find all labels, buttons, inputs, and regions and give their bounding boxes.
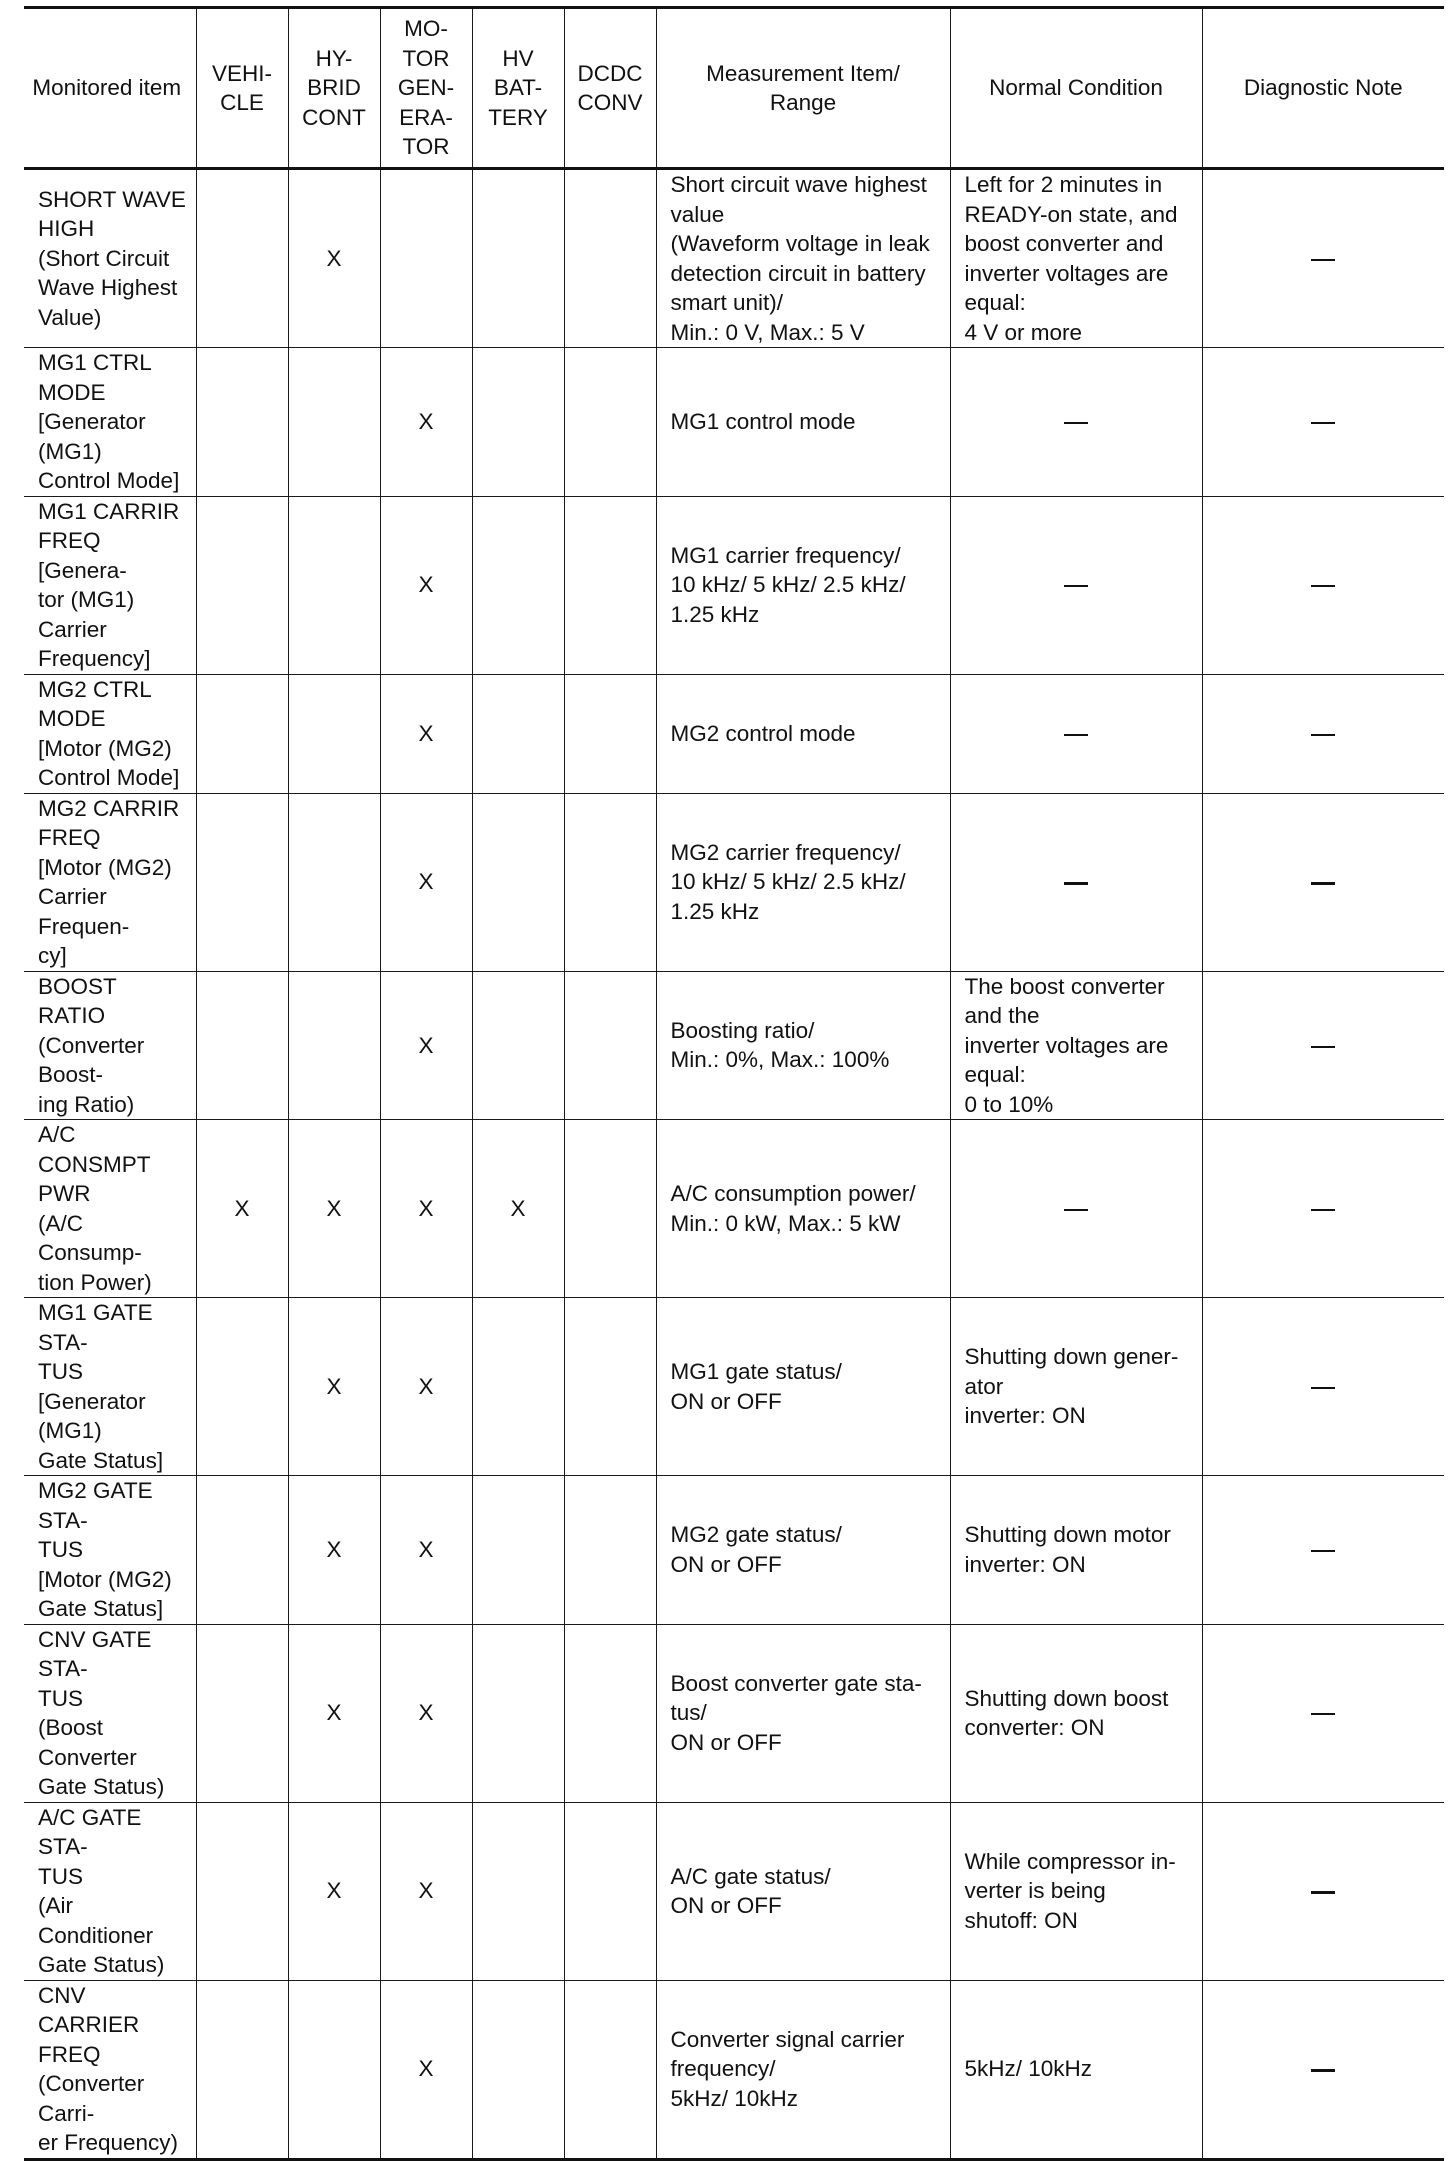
- dash-mark: [1311, 882, 1335, 885]
- hv-battery-cell: [472, 674, 564, 793]
- hybrid-cont-cell: X: [288, 1476, 380, 1625]
- vehicle-cell: [196, 1624, 288, 1802]
- normal-condition-cell: The boost converter and the inverter voltages are equal: 0 to 10%: [950, 971, 1202, 1120]
- dcdc-conv-cell: [564, 674, 656, 793]
- dcdc-conv-cell: [564, 1980, 656, 2159]
- measurement-cell: Boost converter gate sta- tus/ ON or OFF: [656, 1624, 950, 1802]
- motor-generator-cell: [380, 169, 472, 348]
- hybrid-cont-cell: [288, 793, 380, 971]
- dash-mark: [1311, 1046, 1335, 1048]
- measurement-cell: Converter signal carrier frequency/ 5kHz/ 10kHz: [656, 1980, 950, 2159]
- hybrid-cont-cell: X: [288, 1298, 380, 1476]
- measurement-cell: MG1 control mode: [656, 348, 950, 497]
- dcdc-conv-cell: [564, 1476, 656, 1625]
- hybrid-cont-cell: [288, 348, 380, 497]
- dash-mark: [1311, 585, 1335, 587]
- table-row: [24, 971, 1444, 1120]
- hv-battery-cell: [472, 1624, 564, 1802]
- hv-battery-cell: X: [472, 1120, 564, 1298]
- dash-mark: [1064, 882, 1088, 885]
- dcdc-conv-cell: [564, 169, 656, 348]
- monitored-item-cell: MG2 GATE STA- TUS [Motor (MG2) Gate Status]: [24, 1476, 196, 1625]
- table-row: [24, 1298, 1444, 1476]
- motor-generator-cell: X: [380, 971, 472, 1120]
- header-vehicle: VEHI- CLE: [196, 8, 288, 169]
- table-row: [24, 1624, 1444, 1802]
- measurement-cell: MG2 gate status/ ON or OFF: [656, 1476, 950, 1625]
- table-row: [24, 1980, 1444, 2159]
- hv-battery-cell: [472, 1980, 564, 2159]
- vehicle-cell: X: [196, 1120, 288, 1298]
- header-row: [24, 8, 1444, 169]
- header-normal-condition: Normal Condition: [950, 8, 1202, 169]
- vehicle-cell: [196, 793, 288, 971]
- header-hybrid-cont: HY- BRID CONT: [288, 8, 380, 169]
- table-row: [24, 348, 1444, 497]
- monitored-item-cell: A/C CONSMPT PWR (A/C Consump- tion Power): [24, 1120, 196, 1298]
- hv-battery-cell: [472, 1476, 564, 1625]
- dash-mark: [1311, 734, 1335, 736]
- hybrid-cont-cell: X: [288, 1120, 380, 1298]
- diagnostic-note-cell: [1202, 793, 1444, 971]
- normal-condition-cell: While compressor in- verter is being shutoff: ON: [950, 1802, 1202, 1980]
- normal-condition-cell: [950, 793, 1202, 971]
- hybrid-cont-cell: X: [288, 1802, 380, 1980]
- table-row: [24, 496, 1444, 674]
- table-row: [24, 169, 1444, 348]
- hv-battery-cell: [472, 1802, 564, 1980]
- dcdc-conv-cell: [564, 1298, 656, 1476]
- vehicle-cell: [196, 1476, 288, 1625]
- measurement-cell: MG2 carrier frequency/ 10 kHz/ 5 kHz/ 2.5 kHz/ 1.25 kHz: [656, 793, 950, 971]
- dcdc-conv-cell: [564, 496, 656, 674]
- dash-mark: [1311, 2069, 1335, 2072]
- monitored-item-cell: MG1 CARRIR FREQ [Genera- tor (MG1) Carrier Frequency]: [24, 496, 196, 674]
- vehicle-cell: [196, 496, 288, 674]
- dash-mark: [1064, 1209, 1088, 1211]
- table-row: [24, 1802, 1444, 1980]
- hv-battery-cell: [472, 348, 564, 497]
- dcdc-conv-cell: [564, 348, 656, 497]
- normal-condition-cell: [950, 348, 1202, 497]
- diagnostic-note-cell: [1202, 1298, 1444, 1476]
- normal-condition-cell: Shutting down motor inverter: ON: [950, 1476, 1202, 1625]
- table-body: [24, 169, 1444, 2160]
- normal-condition-cell: Shutting down gener- ator inverter: ON: [950, 1298, 1202, 1476]
- measurement-cell: MG2 control mode: [656, 674, 950, 793]
- hybrid-cont-cell: X: [288, 1624, 380, 1802]
- header-hv-battery: HV BAT- TERY: [472, 8, 564, 169]
- motor-generator-cell: X: [380, 1476, 472, 1625]
- hv-battery-cell: [472, 496, 564, 674]
- monitored-item-cell: MG1 CTRL MODE [Generator (MG1) Control Mode]: [24, 348, 196, 497]
- motor-generator-cell: X: [380, 1802, 472, 1980]
- diagnostic-note-cell: [1202, 971, 1444, 1120]
- monitored-item-cell: MG1 GATE STA- TUS [Generator (MG1) Gate Status]: [24, 1298, 196, 1476]
- header-dcdc-conv: DCDC CONV: [564, 8, 656, 169]
- diagnostic-note-cell: [1202, 1980, 1444, 2159]
- dcdc-conv-cell: [564, 1120, 656, 1298]
- normal-condition-cell: Shutting down boost converter: ON: [950, 1624, 1202, 1802]
- hybrid-cont-cell: [288, 674, 380, 793]
- normal-condition-cell: [950, 1120, 1202, 1298]
- vehicle-cell: [196, 674, 288, 793]
- monitor-item-table: [24, 6, 1444, 2161]
- hybrid-cont-cell: X: [288, 169, 380, 348]
- motor-generator-cell: X: [380, 1298, 472, 1476]
- dcdc-conv-cell: [564, 793, 656, 971]
- table-row: [24, 1476, 1444, 1625]
- dcdc-conv-cell: [564, 1624, 656, 1802]
- monitored-item-cell: MG2 CARRIR FREQ [Motor (MG2) Carrier Frequen- cy]: [24, 793, 196, 971]
- header-monitored-item: Monitored item: [24, 8, 196, 169]
- hv-battery-cell: [472, 793, 564, 971]
- monitored-item-cell: A/C GATE STA- TUS (Air Conditioner Gate Status): [24, 1802, 196, 1980]
- hv-battery-cell: [472, 169, 564, 348]
- table-row: [24, 1120, 1444, 1298]
- monitored-item-cell: BOOST RATIO (Converter Boost- ing Ratio): [24, 971, 196, 1120]
- motor-generator-cell: X: [380, 496, 472, 674]
- motor-generator-cell: X: [380, 1120, 472, 1298]
- table-row: [24, 793, 1444, 971]
- diagnostic-note-cell: [1202, 1476, 1444, 1625]
- measurement-cell: MG1 carrier frequency/ 10 kHz/ 5 kHz/ 2.5 kHz/ 1.25 kHz: [656, 496, 950, 674]
- dash-mark: [1311, 1209, 1335, 1211]
- measurement-cell: MG1 gate status/ ON or OFF: [656, 1298, 950, 1476]
- measurement-cell: A/C consumption power/ Min.: 0 kW, Max.: 5 kW: [656, 1120, 950, 1298]
- dcdc-conv-cell: [564, 971, 656, 1120]
- vehicle-cell: [196, 1980, 288, 2159]
- diagnostic-note-cell: [1202, 1120, 1444, 1298]
- dcdc-conv-cell: [564, 1802, 656, 1980]
- motor-generator-cell: X: [380, 1980, 472, 2159]
- vehicle-cell: [196, 1298, 288, 1476]
- normal-condition-cell: 5kHz/ 10kHz: [950, 1980, 1202, 2159]
- hybrid-cont-cell: [288, 496, 380, 674]
- diagnostic-note-cell: [1202, 496, 1444, 674]
- monitored-item-cell: MG2 CTRL MODE [Motor (MG2) Control Mode]: [24, 674, 196, 793]
- vehicle-cell: [196, 1802, 288, 1980]
- motor-generator-cell: X: [380, 348, 472, 497]
- header-diagnostic-note: Diagnostic Note: [1202, 8, 1444, 169]
- header-measurement: Measurement Item/ Range: [656, 8, 950, 169]
- monitored-item-cell: CNV CARRIER FREQ (Converter Carri- er Frequency): [24, 1980, 196, 2159]
- normal-condition-cell: [950, 674, 1202, 793]
- diagnostic-note-cell: [1202, 1802, 1444, 1980]
- diagnostic-note-cell: [1202, 169, 1444, 348]
- table-row: [24, 674, 1444, 793]
- vehicle-cell: [196, 169, 288, 348]
- dash-mark: [1064, 734, 1088, 736]
- normal-condition-cell: Left for 2 minutes in READY-on state, and boost converter and inverter voltages are equal: 4 V or more: [950, 169, 1202, 348]
- normal-condition-cell: [950, 496, 1202, 674]
- monitored-item-cell: CNV GATE STA- TUS (Boost Converter Gate Status): [24, 1624, 196, 1802]
- dash-mark: [1311, 1550, 1335, 1552]
- hv-battery-cell: [472, 971, 564, 1120]
- diagnostic-note-cell: [1202, 1624, 1444, 1802]
- vehicle-cell: [196, 348, 288, 497]
- vehicle-cell: [196, 971, 288, 1120]
- dash-mark: [1064, 585, 1088, 587]
- motor-generator-cell: X: [380, 793, 472, 971]
- dash-mark: [1311, 1713, 1335, 1715]
- dash-mark: [1311, 259, 1335, 261]
- motor-generator-cell: X: [380, 1624, 472, 1802]
- dash-mark: [1064, 422, 1088, 424]
- dash-mark: [1311, 1891, 1335, 1894]
- dash-mark: [1311, 422, 1335, 424]
- hybrid-cont-cell: [288, 971, 380, 1120]
- hybrid-cont-cell: [288, 1980, 380, 2159]
- measurement-cell: A/C gate status/ ON or OFF: [656, 1802, 950, 1980]
- measurement-cell: Short circuit wave highest value (Waveform voltage in leak detection circuit in battery smart unit)/ Min.: 0 V, Max.: 5 V: [656, 169, 950, 348]
- diagnostic-note-cell: [1202, 674, 1444, 793]
- measurement-cell: Boosting ratio/ Min.: 0%, Max.: 100%: [656, 971, 950, 1120]
- dash-mark: [1311, 1387, 1335, 1389]
- header-motor-generator: MO- TOR GEN- ERA- TOR: [380, 8, 472, 169]
- diagnostic-note-cell: [1202, 348, 1444, 497]
- motor-generator-cell: X: [380, 674, 472, 793]
- hv-battery-cell: [472, 1298, 564, 1476]
- monitored-item-cell: SHORT WAVE HIGH (Short Circuit Wave Highest Value): [24, 169, 196, 348]
